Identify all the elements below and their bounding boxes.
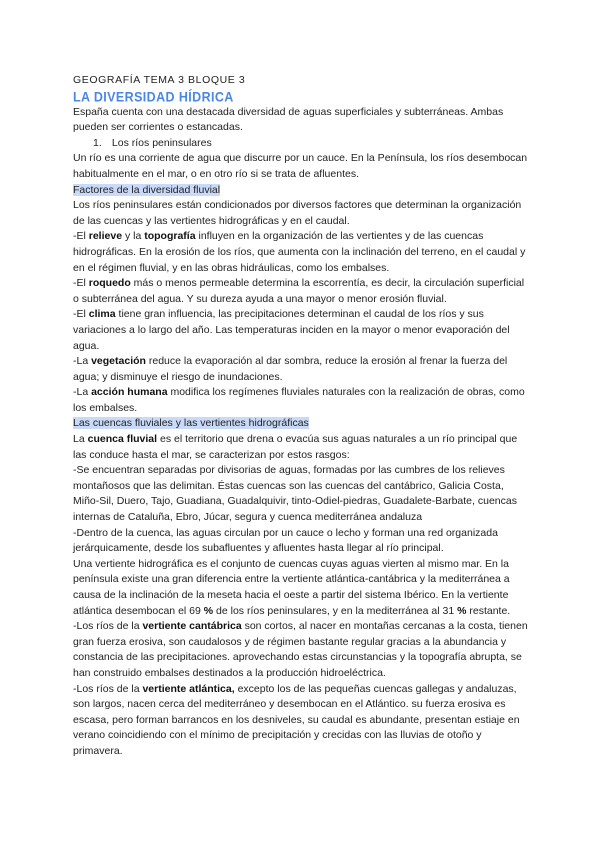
cuenca-bullet-red: -Dentro de la cuenca, las aguas circulan por un cauce o lecho y forman una red organizada jerárquicamente, desde los subafluentes y afluentes hasta llegar al río principal. <box>73 526 498 555</box>
factor-accion-humana <box>73 385 528 416</box>
term-vertiente-atlantica: vertiente atlántica, <box>142 682 235 695</box>
term-clima: clima <box>88 308 116 321</box>
text-fragment: reduce la evaporación al dar sombra, reduce la erosión al frenar la fuerza del agua; y disminuye el riesgo de inundaciones. <box>73 355 508 383</box>
text-fragment: -El <box>73 230 89 243</box>
factor-vegetacion <box>73 354 528 385</box>
text-fragment: Una vertiente hidrográfica es el conjunto de cuencas cuyas aguas vierten al mismo mar. En la península existe una gran diferencia entre la vertiente atlántica-cantábrica y la mediterránea a causa de la inclinación de la meseta hacia el oeste a partir del sistema Ibérico. En la vertiente atlántica desembocan el 69 <box>73 557 510 617</box>
term-cuenca-fluvial: cuenca fluvial <box>87 433 158 446</box>
text-fragment: -Los ríos de la <box>73 620 143 633</box>
text-fragment: -Los ríos de la <box>73 682 143 695</box>
percent-symbol: % <box>203 604 214 617</box>
term-relieve: relieve <box>88 230 123 243</box>
factor-relieve <box>73 229 528 276</box>
vertiente-atlantica-paragraph <box>73 682 528 760</box>
text-fragment: de los ríos peninsulares, y en la mediterránea al 31 <box>213 604 458 617</box>
term-accion-humana: acción humana <box>91 386 168 399</box>
list-item-label: Los ríos peninsulares <box>111 136 212 149</box>
term-vertiente-cantabrica: vertiente cantábrica <box>142 620 242 633</box>
text-fragment: son cortos, al nacer en montañas cercanas a la costa, tienen gran fuerza erosiva, son caudalosos y de régimen bastante regular gracias a la abundancia y constancia de las precipitaciones. aprovechando estas circunstancias y la topografía abrupta, se han construido embalses destinados a la producción hidroeléctrica. <box>73 620 528 679</box>
document-header: GEOGRAFÍA TEMA 3 BLOQUE 3 <box>73 74 246 86</box>
text-fragment: y la <box>122 230 145 243</box>
text-fragment: excepto los de las pequeñas cuencas gallegas y andaluzas, son largos, nacen cerca del mediterráneo y desembocan en el Atlántico. su fuerza erosiva es escasa, pero forman barrancos en los desniveles, su caudal es abundante, presentan estiaje en verano coincidiendo con el mínimo de precipitación y crecidas con las lluvias de otoño y primavera. <box>73 682 520 757</box>
document-body <box>73 73 528 760</box>
text-fragment: La <box>73 433 88 446</box>
text-fragment: -La <box>73 386 92 399</box>
factor-clima <box>73 307 528 354</box>
list-item <box>73 136 528 152</box>
text-fragment: tiene gran influencia, las precipitaciones determinan el caudal de los ríos y sus variaciones a lo largo del año. Las temperaturas inciden en la mayor o menor evaporación del agua. <box>73 308 510 352</box>
term-vegetacion: vegetación <box>91 355 146 368</box>
percent-symbol: % <box>457 604 467 617</box>
term-topografia: topografía <box>144 230 196 243</box>
vertiente-cantabrica-paragraph <box>73 619 528 681</box>
text-fragment: restante. <box>466 604 511 617</box>
page-title: LA DIVERSIDAD HÍDRICA <box>73 88 234 105</box>
text-fragment: influyen en la organización de las vertientes y de las cuencas hidrográficas. En la erosión de los ríos, que aumenta con la inclinación del terreno, en el caudal y en el régimen fluvial, y en las obras hidráulicas, como los embalses. <box>73 230 526 274</box>
section-heading-factores <box>73 183 528 199</box>
section-heading-highlight: Factores de la diversidad fluvial <box>73 183 221 196</box>
text-fragment: más o menos permeable determina la escorrentía, es decir, la circulación superficial o subterránea del agua. Y su dureza ayuda a una mayor o menor erosión fluvial. <box>73 277 525 305</box>
section-heading-cuencas <box>73 416 528 432</box>
vertiente-paragraph <box>73 557 528 619</box>
text-fragment: -El <box>73 308 89 321</box>
text-fragment: -La <box>73 355 92 368</box>
river-definition: Un río es una corriente de agua que discurre por un cauce. En la Península, los ríos desembocan habitualmente en el mar, o en otro río si se trata de afluentes. <box>73 152 528 180</box>
text-fragment: es el territorio que drena o evacúa sus aguas naturales a un río principal que las conduce hasta el mar, se caracterizan por estos rasgos: <box>73 433 518 461</box>
cuenca-definition <box>73 432 528 463</box>
list-item-number: 1. <box>93 136 102 149</box>
factores-intro: Los ríos peninsulares están condicionados por diversos factores que determinan la organización de las cuencas y las vertientes hidrográficas y en el caudal. <box>73 199 522 227</box>
factor-roquedo <box>73 276 528 307</box>
text-fragment: -El <box>73 277 89 290</box>
text-fragment: modifica los regímenes fluviales naturales con la realización de obras, como los embalses. <box>73 386 525 414</box>
section-heading-highlight: Las cuencas fluviales y las vertientes hidrográficas <box>73 417 309 430</box>
intro-paragraph: España cuenta con una destacada diversidad de aguas superficiales y subterráneas. Ambas pueden ser corrientes o estancadas. <box>73 105 504 134</box>
cuenca-bullet-divisorias: -Se encuentran separadas por divisorias de aguas, formadas por las cumbres de los relieves montañosos que las delimitan. Éstas cuencas son las cuencas del cantábrico, Galicia Costa, Miño-Sil, Duero, Tajo, Guadiana, Guadalquivir, tinto-Odiel-piedras, Guadalete-Barbate, cuencas internas de Cataluña, Ebro, Júcar, segura y cuenca mediterránea andaluza <box>73 464 517 524</box>
term-roquedo: roquedo <box>88 277 131 290</box>
